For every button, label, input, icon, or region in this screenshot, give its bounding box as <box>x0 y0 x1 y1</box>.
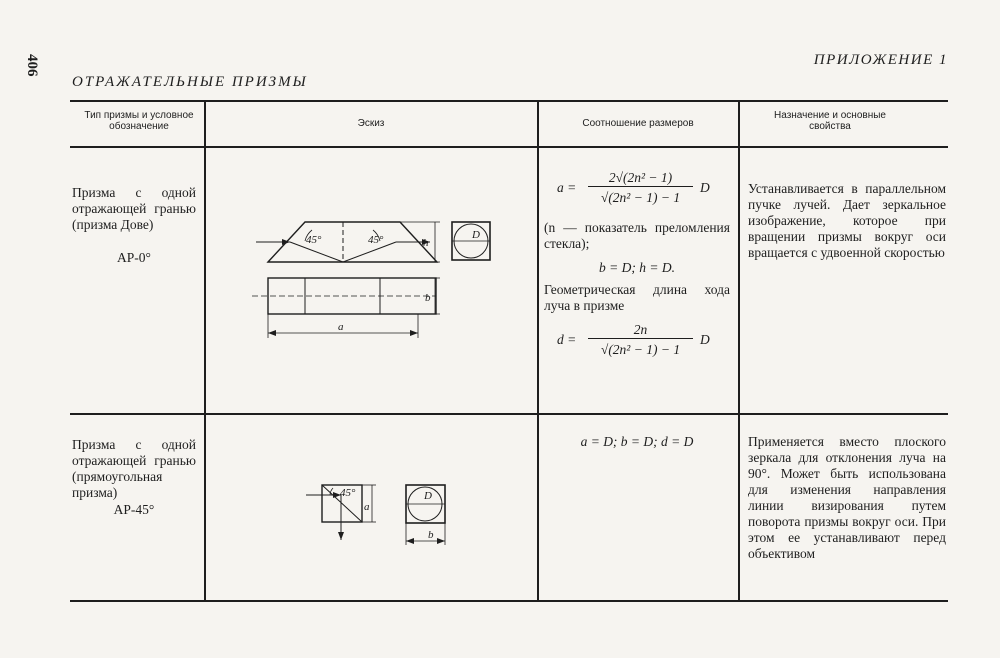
svg-text:a: a <box>338 321 344 333</box>
svg-text:a: a <box>364 501 370 513</box>
formula-a-denominator: √(2n² − 1) − 1 <box>600 190 681 205</box>
row1-code: АР-0° <box>117 250 151 265</box>
formula-a-numerator: 2√(2n² − 1) <box>588 170 693 187</box>
svg-text:45°: 45° <box>368 234 384 246</box>
row2-sketch <box>300 475 460 550</box>
header-sketch: Эскиз <box>357 118 385 129</box>
svg-text:b: b <box>428 529 434 541</box>
appendix-label: ПРИЛОЖЕНИЕ 1 <box>813 52 948 68</box>
geometric-length-label: Геометрическая длина хода луча в призме <box>544 282 730 313</box>
row1-type: Призма с одной отражающей гранью (призма Дове) <box>72 185 196 232</box>
formula-d-numerator: 2n <box>588 322 693 339</box>
svg-text:D: D <box>472 229 480 241</box>
svg-text:D: D <box>424 490 432 502</box>
row-divider <box>70 413 948 415</box>
row1-sketch <box>240 200 500 350</box>
page-title: ОТРАЖАТЕЛЬНЫЕ ПРИЗМЫ <box>72 74 308 90</box>
svg-text:h: h <box>423 237 429 249</box>
row2-relations: a = D; b = D; d = D <box>580 434 694 449</box>
row2-purpose: Применяется вместо плоского зеркала для отклонения луча на 90°. Может быть использована для изменения направления линии визирования путем поворота призмы вокруг оси. При этом ее устанавливают перед объективом <box>748 434 946 561</box>
refraction-note: (n — показатель преломления стекла); <box>544 220 730 251</box>
header-purpose: Назначение и основные свойства <box>774 110 886 132</box>
row1-purpose: Устанавливается в параллельном пучке лучей. Дает зеркальное изображение, которое при вращении призмы вокруг оси вращается с удвоенной скоростью <box>748 181 946 260</box>
column-divider-3 <box>738 102 740 600</box>
row2-type: Призма с одной отражающей гранью (прямоугольная призма) <box>72 437 196 500</box>
formula-b-h: b = D; h = D. <box>599 260 675 275</box>
formula-d-denominator: √(2n² − 1) − 1 <box>600 342 681 357</box>
formula-a-tail: D <box>700 180 710 195</box>
table-bottom-rule <box>70 600 948 602</box>
column-divider-2 <box>537 102 539 600</box>
header-type: Тип призмы и условное обозначение <box>84 110 194 132</box>
svg-text:45°: 45° <box>306 234 322 246</box>
page-number: 406 <box>24 54 40 77</box>
formula-d-tail: D <box>700 332 710 347</box>
svg-text:b: b <box>425 292 431 304</box>
table-top-rule <box>70 100 948 102</box>
column-divider-1 <box>204 102 206 600</box>
formula-a-lhs: a = <box>557 180 577 195</box>
header-relations: Соотношение размеров <box>582 118 694 129</box>
header-bottom-rule <box>70 146 948 148</box>
formula-d-lhs: d = <box>557 332 577 347</box>
row2-code: АР-45° <box>113 502 155 517</box>
svg-text:45°: 45° <box>340 487 356 499</box>
